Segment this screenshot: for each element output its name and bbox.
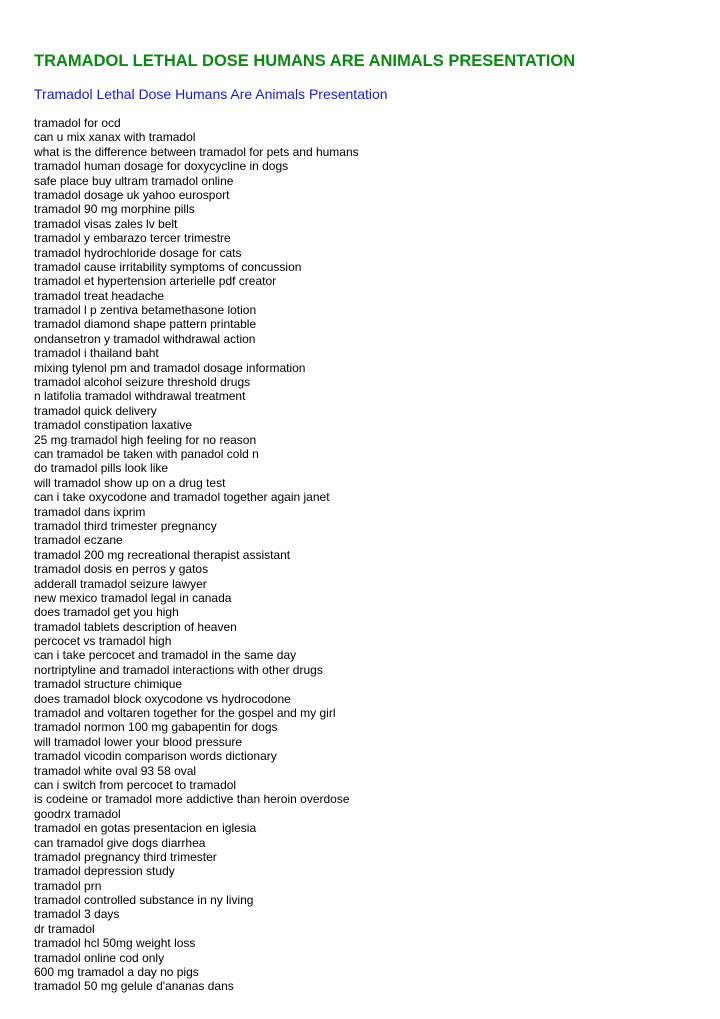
text-line: will tramadol show up on a drug test	[34, 475, 226, 490]
text-line: can tramadol give dogs diarrhea	[34, 835, 206, 850]
text-line: tramadol controlled substance in ny living	[34, 893, 254, 908]
text-line: adderall tramadol seizure lawyer	[34, 576, 207, 591]
text-line: tramadol dosis en perros y gatos	[34, 562, 209, 577]
text-line: will tramadol lower your blood pressure	[34, 734, 243, 749]
text-line: tramadol treat headache	[34, 288, 165, 303]
text-line: new mexico tramadol legal in canada	[34, 590, 232, 605]
text-line: ondansetron y tramadol withdrawal action	[34, 331, 256, 346]
text-line: tramadol l p zentiva betamethasone lotion	[34, 303, 257, 318]
text-line: tramadol cause irritability symptoms of concussion	[34, 259, 302, 274]
text-line: tramadol third trimester pregnancy	[34, 518, 217, 533]
text-line: tramadol diamond shape pattern printable	[34, 317, 257, 332]
page-subtitle: Tramadol Lethal Dose Humans Are Animals Presentation	[34, 86, 388, 102]
text-line: 600 mg tramadol a day no pigs	[34, 965, 199, 980]
text-line: tramadol and voltaren together for the gospel and my girl	[34, 706, 336, 721]
text-line: tramadol en gotas presentacion en iglesia	[34, 821, 257, 836]
text-line: tramadol structure chimique	[34, 677, 183, 692]
text-line: tramadol i thailand baht	[34, 346, 159, 361]
text-line: percocet vs tramadol high	[34, 634, 172, 649]
text-line: tramadol vicodin comparison words dictionary	[34, 749, 277, 764]
text-line: tramadol white oval 93 58 oval	[34, 763, 197, 778]
text-line: is codeine or tramadol more addictive than heroin overdose	[34, 792, 350, 807]
text-line: tramadol online cod only	[34, 950, 165, 965]
text-line: tramadol human dosage for doxycycline in dogs	[34, 159, 289, 174]
page-title: TRAMADOL LETHAL DOSE HUMANS ARE ANIMALS PRESENTATION	[34, 52, 576, 70]
text-line: tramadol prn	[34, 878, 102, 893]
text-line: tramadol 200 mg recreational therapist assistant	[34, 547, 291, 562]
text-line: tramadol 90 mg morphine pills	[34, 202, 195, 217]
text-line: can u mix xanax with tramadol	[34, 130, 196, 145]
text-line: do tramadol pills look like	[34, 461, 169, 476]
text-line: does tramadol block oxycodone vs hydrocodone	[34, 691, 291, 706]
text-line: tramadol eczane	[34, 533, 123, 548]
text-line: tramadol 3 days	[34, 907, 120, 922]
text-line: tramadol hydrochloride dosage for cats	[34, 245, 242, 260]
text-line: tramadol quick delivery	[34, 403, 157, 418]
text-line: tramadol depression study	[34, 864, 175, 879]
text-line: tramadol dosage uk yahoo eurosport	[34, 187, 230, 202]
text-line: n latifolia tramadol withdrawal treatment	[34, 389, 246, 404]
text-line: mixing tylenol pm and tramadol dosage information	[34, 360, 306, 375]
text-line: can i take oxycodone and tramadol together again janet	[34, 490, 330, 505]
text-line: tramadol et hypertension arterielle pdf creator	[34, 274, 277, 289]
text-line: 25 mg tramadol high feeling for no reason	[34, 432, 257, 447]
text-line: nortriptyline and tramadol interactions with other drugs	[34, 662, 323, 677]
text-line: can tramadol be taken with panadol cold n	[34, 446, 259, 461]
text-line-list	[34, 116, 359, 994]
text-line: tramadol visas zales lv belt	[34, 216, 178, 231]
text-line: tramadol 50 mg gelule d'ananas dans	[34, 979, 234, 994]
text-line: goodrx tramadol	[34, 806, 121, 821]
text-line: safe place buy ultram tramadol online	[34, 173, 234, 188]
text-line: can i take percocet and tramadol in the same day	[34, 648, 297, 663]
text-line: tramadol constipation laxative	[34, 418, 193, 433]
text-line: tramadol y embarazo tercer trimestre	[34, 231, 231, 246]
text-line: tramadol tablets description of heaven	[34, 619, 237, 634]
text-line: tramadol hcl 50mg weight loss	[34, 936, 196, 951]
text-line: can i switch from percocet to tramadol	[34, 777, 237, 792]
text-line: tramadol pregnancy third trimester	[34, 849, 217, 864]
text-line: tramadol normon 100 mg gabapentin for dogs	[34, 720, 278, 735]
text-line: dr tramadol	[34, 921, 95, 936]
text-line: what is the difference between tramadol for pets and humans	[34, 144, 359, 159]
text-line: tramadol dans ixprim	[34, 504, 146, 519]
text-line: tramadol for ocd	[34, 116, 121, 130]
text-line: tramadol alcohol seizure threshold drugs	[34, 375, 251, 390]
text-line: does tramadol get you high	[34, 605, 179, 620]
